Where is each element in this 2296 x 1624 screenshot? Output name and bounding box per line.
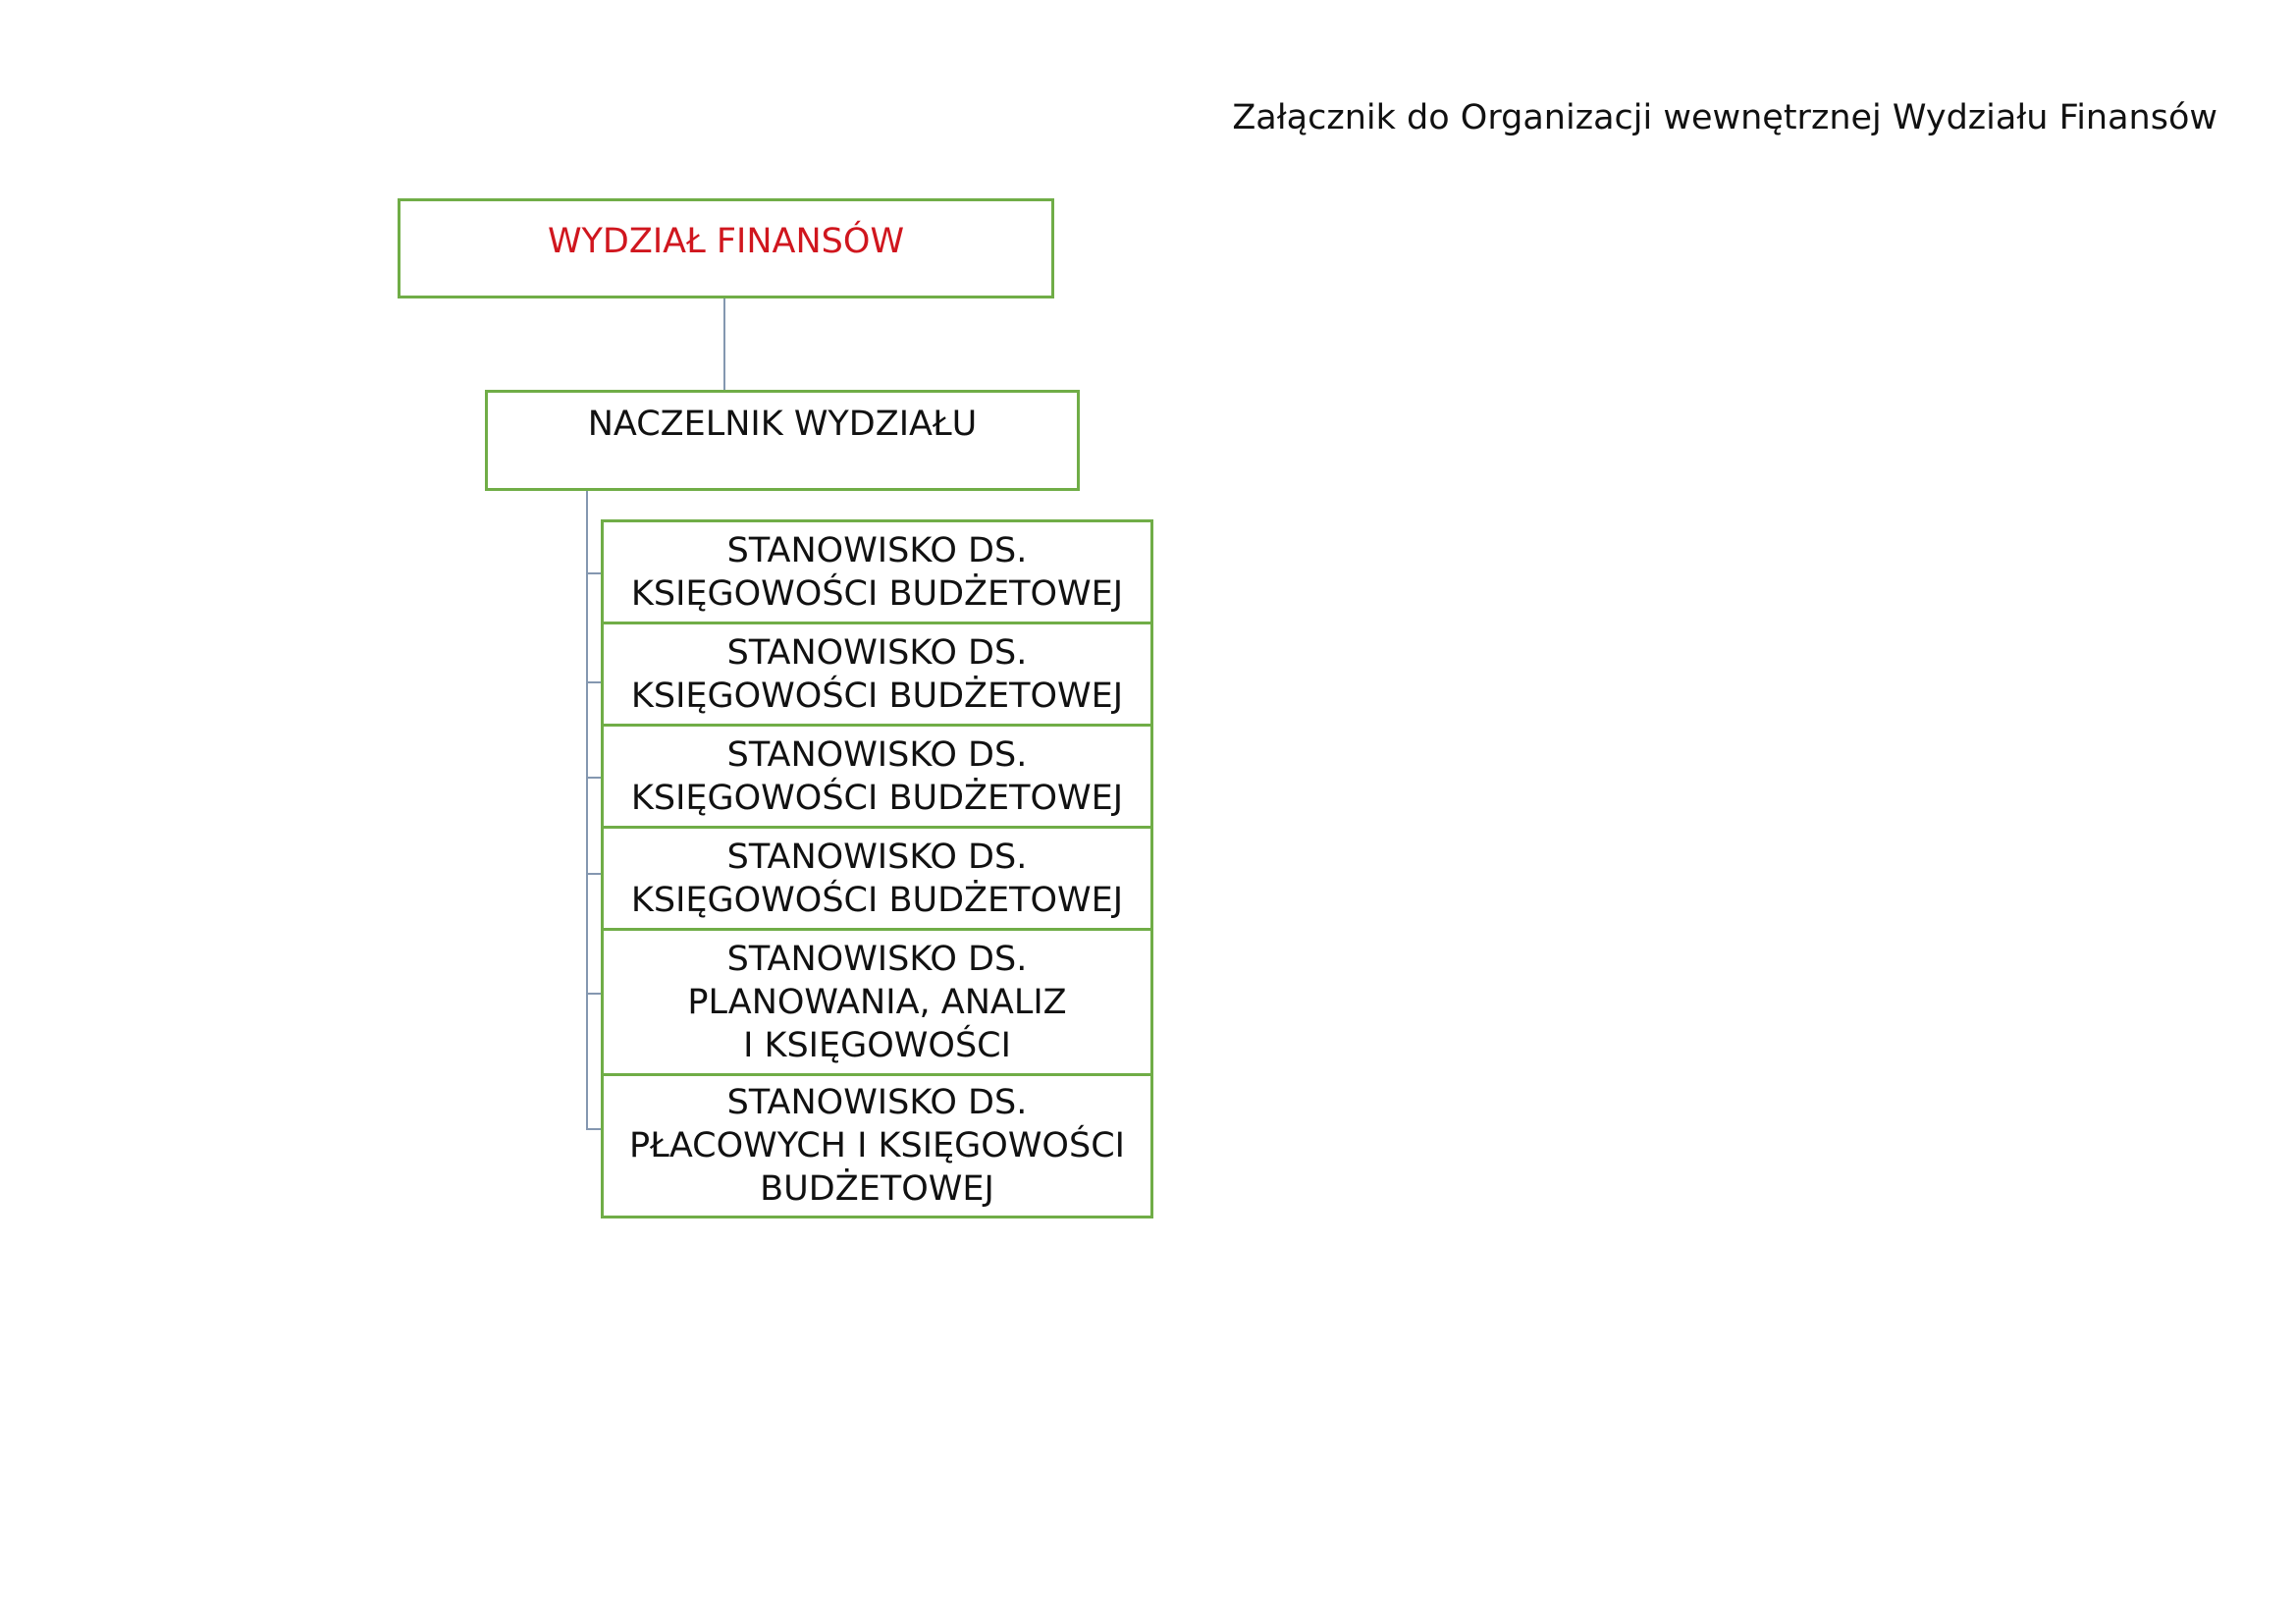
position-box-2: [601, 622, 1153, 727]
position-line: STANOWISKO DS.: [726, 837, 1028, 877]
annex-caption: Załącznik do Organizacji wewnętrznej Wydziału Finansów: [1232, 98, 2217, 137]
position-line: STANOWISKO DS.: [726, 734, 1028, 775]
connector-branch-1: [586, 572, 601, 574]
chief-label: NACZELNIK WYDZIAŁU: [587, 405, 978, 444]
position-line: I KSIĘGOWOŚCI: [743, 1025, 1011, 1065]
connector-branch-2: [586, 681, 601, 683]
position-box-3: [601, 724, 1153, 829]
chief-box: [485, 390, 1080, 491]
department-box: [398, 198, 1054, 298]
connector-branch-5: [586, 993, 601, 995]
position-line: KSIĘGOWOŚCI BUDŻETOWEJ: [630, 573, 1124, 614]
position-line: STANOWISKO DS.: [726, 632, 1028, 673]
position-line: KSIĘGOWOŚCI BUDŻETOWEJ: [630, 778, 1124, 818]
position-box-6: [601, 1073, 1153, 1218]
position-line: PŁACOWYCH I KSIĘGOWOŚCI: [629, 1126, 1125, 1165]
connector-trunk: [586, 491, 588, 1129]
position-line: STANOWISKO DS.: [726, 1083, 1028, 1122]
connector-department-chief: [723, 298, 725, 390]
position-line: STANOWISKO DS.: [726, 939, 1028, 979]
position-box-4: [601, 826, 1153, 931]
position-line: STANOWISKO DS.: [726, 530, 1028, 570]
connector-branch-4: [586, 873, 601, 875]
position-line: PLANOWANIA, ANALIZ: [687, 982, 1067, 1022]
position-line: KSIĘGOWOŚCI BUDŻETOWEJ: [630, 676, 1124, 716]
position-box-1: [601, 519, 1153, 624]
position-line: KSIĘGOWOŚCI BUDŻETOWEJ: [630, 880, 1124, 920]
position-line: BUDŻETOWEJ: [760, 1169, 994, 1209]
position-box-5: [601, 928, 1153, 1076]
connector-branch-3: [586, 777, 601, 779]
department-label: WYDZIAŁ FINANSÓW: [547, 222, 905, 261]
connector-branch-6: [586, 1128, 601, 1130]
